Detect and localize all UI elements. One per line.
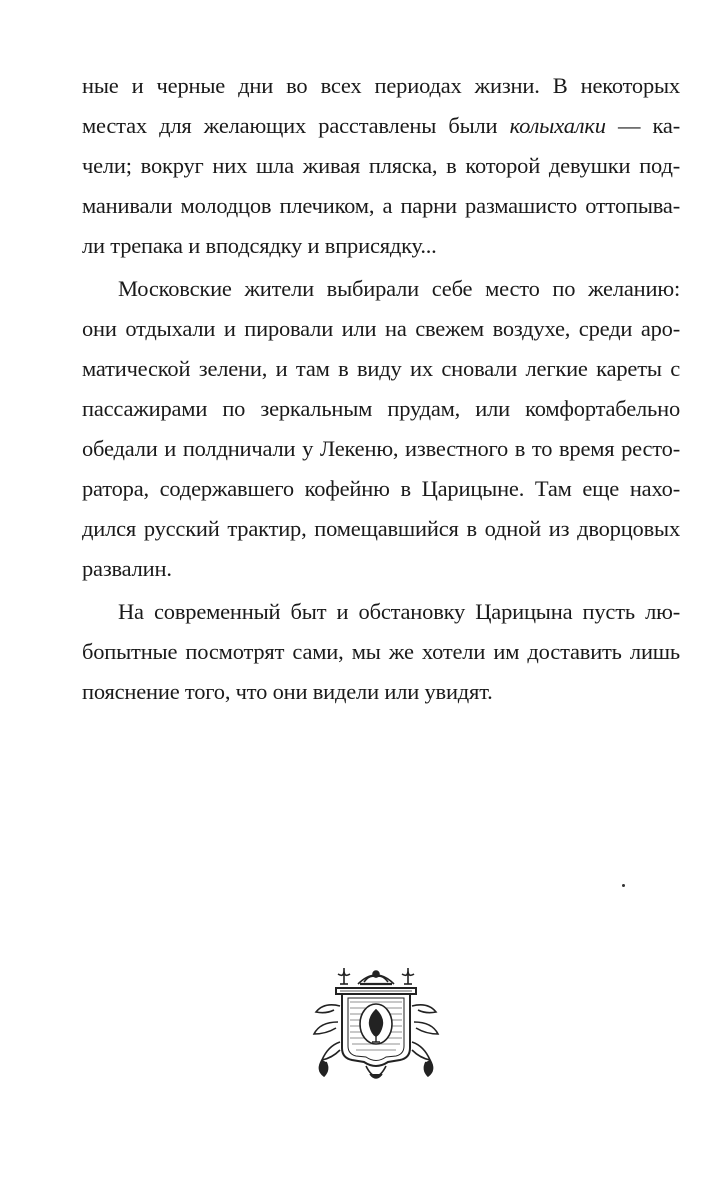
body-text: [82, 66, 680, 712]
text-line: манивали молодцов плечиком, а парни размашисто оттопыва-: [82, 193, 680, 218]
heraldic-cartouche-icon: [300, 962, 452, 1086]
paragraph-2: [82, 269, 680, 589]
text-line: пояснение того, что они видели или увидят.: [82, 679, 493, 704]
text-line: Московские жители выбирали себе место по желанию:: [118, 276, 680, 301]
text-line: ные и черные дни во всех периодах жизни. В некоторых: [82, 73, 680, 98]
text-line: матической зелени, и там в виду их сновали легкие кареты с: [82, 356, 680, 381]
text-line: чели; вокруг них шла живая пляска, в которой девушки под-: [82, 153, 680, 178]
text-fragment: местах для желающих расставлены были: [82, 113, 510, 138]
text-line: ли трепака и вподсядку и вприсядку...: [82, 233, 437, 258]
text-line: они отдыхали и пировали или на свежем воздухе, среди аро-: [82, 316, 680, 341]
text-line: развалин.: [82, 556, 172, 581]
text-line: ратора, содержавшего кофейню в Царицыне. Там еще нахо-: [82, 476, 680, 501]
italic-term: колыхалки: [509, 113, 606, 138]
text-line: На современный быт и обстановку Царицына пусть лю-: [118, 599, 680, 624]
text-fragment: — ка-: [605, 113, 680, 138]
text-line: обедали и полдничали у Лекеню, известного в то время ресто-: [82, 436, 680, 461]
text-line: [82, 106, 680, 146]
text-line: бопытные посмотрят сами, мы же хотели им доставить лишь: [82, 639, 680, 664]
print-speck: [622, 884, 625, 887]
paragraph-3: [82, 592, 680, 712]
paragraph-1: [82, 66, 680, 266]
text-line: дился русский трактир, помещавшийся в одной из дворцовых: [82, 516, 680, 541]
text-line: пассажирами по зеркальным прудам, или комфортабельно: [82, 396, 680, 421]
